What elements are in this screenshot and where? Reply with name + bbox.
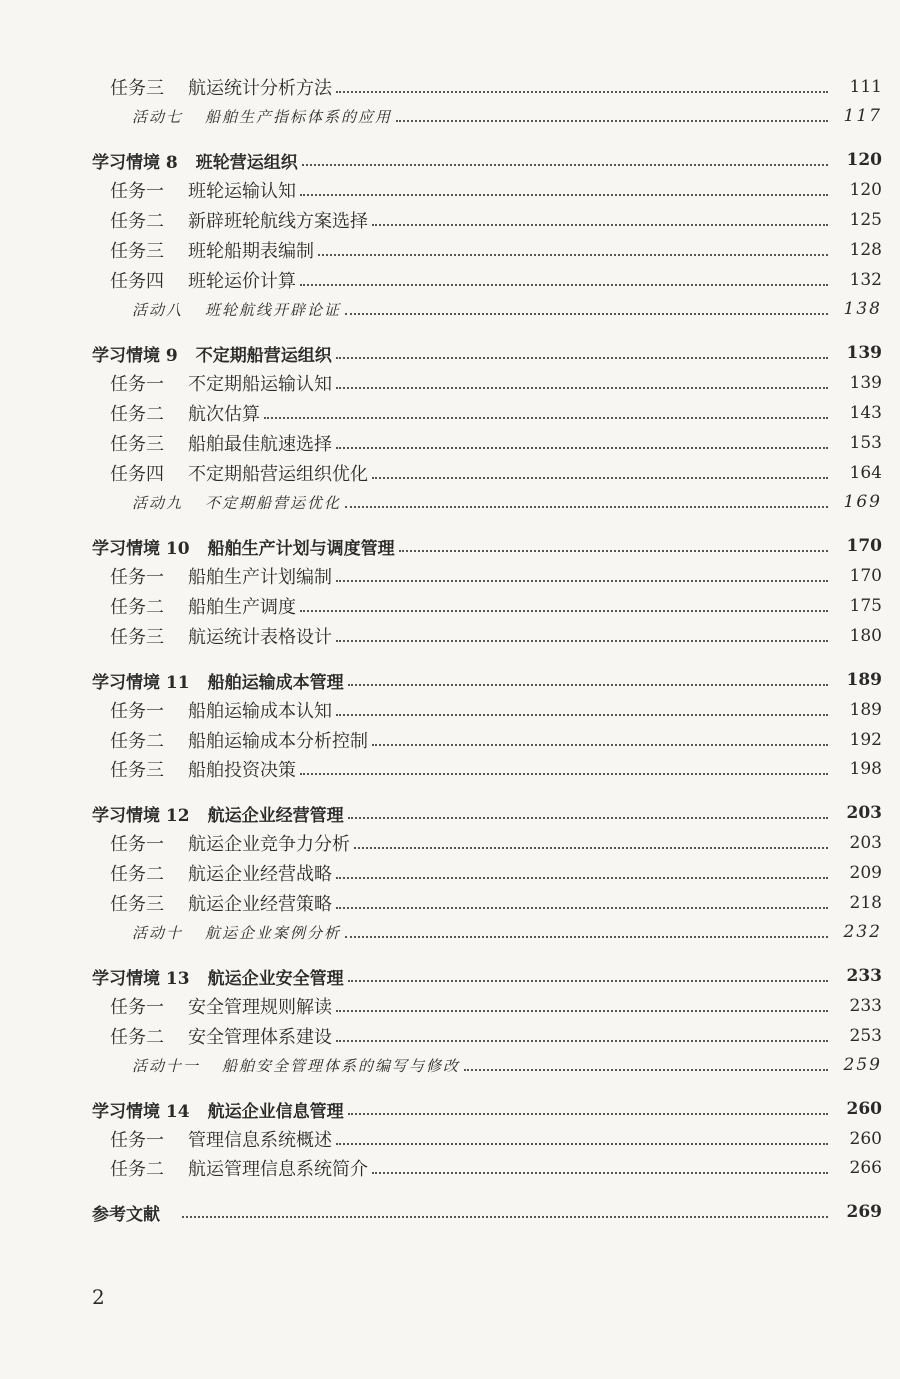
toc-entry-text xyxy=(92,964,344,989)
dot-leader xyxy=(336,1008,828,1012)
dot-leader xyxy=(354,845,828,849)
toc-entry-text xyxy=(92,148,298,173)
toc-task-entry[interactable] xyxy=(0,829,900,857)
toc-task-entry[interactable] xyxy=(0,859,900,887)
toc-entry-text xyxy=(110,830,350,856)
toc-entry-label: 学习情境 13 xyxy=(92,968,190,989)
toc-task-entry[interactable] xyxy=(0,459,900,487)
toc-entry-page: 125 xyxy=(849,210,882,230)
dot-leader xyxy=(372,222,828,226)
toc-entry-page: 170 xyxy=(846,536,882,556)
toc-entry-text xyxy=(110,267,296,293)
toc-task-entry[interactable] xyxy=(0,562,900,590)
toc-entry-title: 航运企业信息管理 xyxy=(207,1101,344,1122)
toc-entry-text xyxy=(92,668,344,693)
dot-leader xyxy=(336,638,828,642)
toc-entry-label: 活动七 xyxy=(132,107,184,126)
toc-entry-text xyxy=(110,400,260,426)
toc-entry-text xyxy=(110,460,368,486)
toc-entry-page: 260 xyxy=(846,1099,882,1119)
toc-entry-title: 船舶投资决策 xyxy=(188,760,296,781)
toc-entry-title: 航次估算 xyxy=(188,404,260,425)
toc-task-entry[interactable] xyxy=(0,176,900,204)
toc-entry-label: 活动九 xyxy=(132,493,184,512)
toc-entry-text xyxy=(110,207,368,233)
toc-entry-page: 128 xyxy=(849,240,882,260)
toc-entry-title: 船舶生产计划与调度管理 xyxy=(207,538,395,559)
toc-entry-page: 164 xyxy=(849,463,882,483)
toc-activity-entry[interactable] xyxy=(0,918,900,946)
toc-entry-title: 班轮运价计算 xyxy=(188,271,296,292)
toc-entry-text xyxy=(110,563,332,589)
toc-entry-page: 180 xyxy=(849,626,882,646)
toc-entry-title: 不定期船营运组织 xyxy=(195,345,332,366)
toc-entry-text xyxy=(132,299,341,320)
toc-entry-label: 任务三 xyxy=(110,760,164,781)
toc-entry-text xyxy=(110,623,332,649)
toc-entry-title: 班轮航线开辟论证 xyxy=(205,300,342,319)
toc-entry-label: 任务三 xyxy=(110,78,164,99)
toc-entry-title: 班轮营运组织 xyxy=(195,152,298,173)
toc-entry-text xyxy=(110,177,296,203)
toc-entry-text xyxy=(110,860,332,886)
toc-entry-page: 203 xyxy=(846,803,882,823)
toc-entry-page: 203 xyxy=(849,833,882,853)
toc-entry-title: 管理信息系统概述 xyxy=(188,1130,332,1151)
toc-chapter-entry[interactable] xyxy=(0,799,900,827)
toc-entry-label: 任务二 xyxy=(110,1159,164,1180)
toc-entry-text xyxy=(92,341,332,366)
toc-entry-title: 航运企业竞争力分析 xyxy=(188,834,350,855)
toc-entry-text xyxy=(132,1055,460,1076)
toc-entry-label: 学习情境 14 xyxy=(92,1101,190,1122)
dot-leader xyxy=(396,118,828,122)
toc-entry-label: 学习情境 8 xyxy=(92,152,178,173)
toc-entry-label: 任务四 xyxy=(110,271,164,292)
toc-entry-page: 189 xyxy=(846,670,882,690)
dot-leader xyxy=(345,504,828,508)
toc-entry-page: 198 xyxy=(849,759,882,779)
toc-chapter-entry[interactable] xyxy=(0,1198,900,1226)
toc-entry-label: 任务二 xyxy=(110,597,164,618)
toc-chapter-entry[interactable] xyxy=(0,1095,900,1123)
toc-entry-page: 120 xyxy=(846,150,882,170)
toc-entry-page: 169 xyxy=(843,492,882,512)
toc-entry-page: 232 xyxy=(843,922,882,942)
toc-entry-page: 233 xyxy=(846,966,882,986)
toc-entry-title: 航运统计分析方法 xyxy=(188,78,332,99)
dot-leader xyxy=(336,355,828,359)
toc-entry-label: 任务二 xyxy=(110,1027,164,1048)
toc-task-entry[interactable] xyxy=(0,236,900,264)
toc-entry-title: 航运企业经营管理 xyxy=(207,805,344,826)
dot-leader xyxy=(345,311,828,315)
toc-task-entry[interactable] xyxy=(0,206,900,234)
toc-entry-title: 船舶最佳航速选择 xyxy=(188,434,332,455)
toc-task-entry[interactable] xyxy=(0,369,900,397)
dot-leader xyxy=(399,548,828,552)
toc-entry-page: 218 xyxy=(849,893,882,913)
toc-entry-label: 任务二 xyxy=(110,211,164,232)
toc-task-entry[interactable] xyxy=(0,429,900,457)
dot-leader xyxy=(345,934,828,938)
toc-entry-label: 任务一 xyxy=(110,374,164,395)
toc-chapter-entry[interactable] xyxy=(0,339,900,367)
dot-leader xyxy=(300,282,828,286)
toc-entry-title: 航运管理信息系统简介 xyxy=(188,1159,368,1180)
toc-task-entry[interactable] xyxy=(0,1154,900,1182)
toc-entry-title: 班轮运输认知 xyxy=(188,181,296,202)
toc-entry-page: 143 xyxy=(849,403,882,423)
toc-entry-label: 活动十一 xyxy=(132,1056,201,1075)
toc-entry-label: 任务三 xyxy=(110,241,164,262)
toc-entry-text xyxy=(110,430,332,456)
toc-entry-page: 192 xyxy=(849,730,882,750)
toc-entry-page: 189 xyxy=(849,700,882,720)
toc-entry-text xyxy=(110,593,296,619)
toc-entry-label: 任务四 xyxy=(110,464,164,485)
toc-activity-entry[interactable] xyxy=(0,295,900,323)
toc-activity-entry[interactable] xyxy=(0,488,900,516)
toc-entry-text xyxy=(92,801,344,826)
toc-entry-title: 船舶运输成本分析控制 xyxy=(188,731,368,752)
toc-task-entry[interactable] xyxy=(0,696,900,724)
toc-activity-entry[interactable] xyxy=(0,102,900,130)
toc-entry-label: 任务一 xyxy=(110,567,164,588)
toc-entry-title: 安全管理体系建设 xyxy=(188,1027,332,1048)
dot-leader xyxy=(372,742,828,746)
toc-entry-page: 139 xyxy=(849,373,882,393)
toc-entry-label: 任务一 xyxy=(110,701,164,722)
toc-entry-page: 117 xyxy=(843,106,882,126)
toc-entry-page: 111 xyxy=(849,77,882,97)
toc-entry-text xyxy=(92,534,395,559)
dot-leader xyxy=(264,415,828,419)
toc-entry-title: 航运企业经营策略 xyxy=(188,894,332,915)
toc-entry-page: 259 xyxy=(843,1055,882,1075)
toc-entry-page: 153 xyxy=(849,433,882,453)
dot-leader xyxy=(300,192,828,196)
toc-entry-page: 233 xyxy=(849,996,882,1016)
toc-activity-entry[interactable] xyxy=(0,1051,900,1079)
toc-task-entry[interactable] xyxy=(0,726,900,754)
toc-entry-page: 132 xyxy=(849,270,882,290)
toc-chapter-entry[interactable] xyxy=(0,532,900,560)
dot-leader xyxy=(348,1111,828,1115)
toc-entry-label: 任务一 xyxy=(110,181,164,202)
toc-entry-label: 学习情境 11 xyxy=(92,672,190,693)
dot-leader xyxy=(372,475,828,479)
toc-entry-text xyxy=(110,1126,332,1152)
dot-leader xyxy=(336,1141,828,1145)
toc-entry-page: 209 xyxy=(849,863,882,883)
dot-leader xyxy=(336,905,828,909)
toc-entry-title: 船舶生产调度 xyxy=(188,597,296,618)
toc-entry-label: 任务三 xyxy=(110,627,164,648)
toc-entry-page: 139 xyxy=(846,343,882,363)
toc-entry-label: 任务二 xyxy=(110,731,164,752)
toc-entry-label: 任务一 xyxy=(110,1130,164,1151)
toc-task-entry[interactable] xyxy=(0,266,900,294)
toc-entry-title: 不定期船营运组织优化 xyxy=(188,464,368,485)
toc-entry-page: 120 xyxy=(849,180,882,200)
toc-entry-title: 船舶安全管理体系的编写与修改 xyxy=(222,1056,461,1075)
dot-leader xyxy=(336,89,828,93)
toc-chapter-entry[interactable] xyxy=(0,146,900,174)
toc-entry-title: 不定期船营运优化 xyxy=(205,493,342,512)
dot-leader xyxy=(182,1214,828,1218)
page-number: 2 xyxy=(92,1285,105,1309)
toc-entry-text xyxy=(92,1200,178,1225)
toc-entry-title: 航运企业安全管理 xyxy=(207,968,344,989)
toc-entry-title: 新辟班轮航线方案选择 xyxy=(188,211,368,232)
toc-entry-page: 175 xyxy=(849,596,882,616)
dot-leader xyxy=(348,682,828,686)
toc-entry-title: 船舶运输成本认知 xyxy=(188,701,332,722)
toc-entry-text xyxy=(110,697,332,723)
toc-entry-text xyxy=(110,1155,368,1181)
toc-entry-title: 不定期船运输认知 xyxy=(188,374,332,395)
toc-entry-page: 266 xyxy=(849,1158,882,1178)
toc-task-entry[interactable] xyxy=(0,73,900,101)
toc-task-entry[interactable] xyxy=(0,755,900,783)
toc-entry-text xyxy=(110,74,332,100)
toc-entry-title: 船舶生产计划编制 xyxy=(188,567,332,588)
toc-entry-title: 船舶生产指标体系的应用 xyxy=(205,107,393,126)
dot-leader xyxy=(336,445,828,449)
dot-leader xyxy=(336,712,828,716)
toc-task-entry[interactable] xyxy=(0,399,900,427)
toc-entry-text xyxy=(92,1097,344,1122)
dot-leader xyxy=(300,771,828,775)
dot-leader xyxy=(300,608,828,612)
toc-entry-label: 任务一 xyxy=(110,997,164,1018)
toc-entry-page: 260 xyxy=(849,1129,882,1149)
toc-entry-title: 航运统计表格设计 xyxy=(188,627,332,648)
toc-entry-text xyxy=(110,993,332,1019)
toc-chapter-entry[interactable] xyxy=(0,666,900,694)
toc-entry-page: 170 xyxy=(849,566,882,586)
dot-leader xyxy=(318,252,828,256)
toc-entry-text xyxy=(110,1023,332,1049)
toc-entry-label: 参考文献 xyxy=(92,1204,160,1225)
toc-entry-label: 任务一 xyxy=(110,834,164,855)
toc-entry-label: 任务二 xyxy=(110,864,164,885)
toc-entry-text xyxy=(110,727,368,753)
toc-entry-title: 班轮船期表编制 xyxy=(188,241,314,262)
toc-entry-label: 活动八 xyxy=(132,300,184,319)
toc-task-entry[interactable] xyxy=(0,622,900,650)
toc-task-entry[interactable] xyxy=(0,889,900,917)
toc-task-entry[interactable] xyxy=(0,992,900,1020)
toc-entry-page: 269 xyxy=(846,1202,882,1222)
toc-entry-label: 活动十 xyxy=(132,923,184,942)
toc-entry-page: 138 xyxy=(843,299,882,319)
dot-leader xyxy=(302,162,828,166)
toc-entry-page: 253 xyxy=(849,1026,882,1046)
toc-entry-text xyxy=(132,922,341,943)
toc-entry-text xyxy=(132,106,392,127)
toc-entry-label: 任务三 xyxy=(110,434,164,455)
toc-entry-label: 任务二 xyxy=(110,404,164,425)
toc-task-entry[interactable] xyxy=(0,592,900,620)
toc-entry-title: 航运企业案例分析 xyxy=(205,923,342,942)
toc-chapter-entry[interactable] xyxy=(0,962,900,990)
dot-leader xyxy=(348,815,828,819)
toc-entry-label: 学习情境 12 xyxy=(92,805,190,826)
toc-entry-text xyxy=(110,756,296,782)
toc-task-entry[interactable] xyxy=(0,1125,900,1153)
dot-leader xyxy=(336,578,828,582)
toc-entry-text xyxy=(132,492,341,513)
dot-leader xyxy=(336,385,828,389)
toc-entry-label: 学习情境 10 xyxy=(92,538,190,559)
toc-entry-text xyxy=(110,890,332,916)
toc-entry-text xyxy=(110,370,332,396)
dot-leader xyxy=(372,1170,828,1174)
dot-leader xyxy=(464,1067,828,1071)
toc-task-entry[interactable] xyxy=(0,1022,900,1050)
toc-entry-title: 航运企业经营战略 xyxy=(188,864,332,885)
toc-entry-title: 安全管理规则解读 xyxy=(188,997,332,1018)
toc-entry-label: 任务三 xyxy=(110,894,164,915)
dot-leader xyxy=(336,1038,828,1042)
dot-leader xyxy=(348,978,828,982)
toc-entry-label: 学习情境 9 xyxy=(92,345,178,366)
toc-entry-title: 船舶运输成本管理 xyxy=(207,672,344,693)
toc-entry-text xyxy=(110,237,314,263)
dot-leader xyxy=(336,875,828,879)
